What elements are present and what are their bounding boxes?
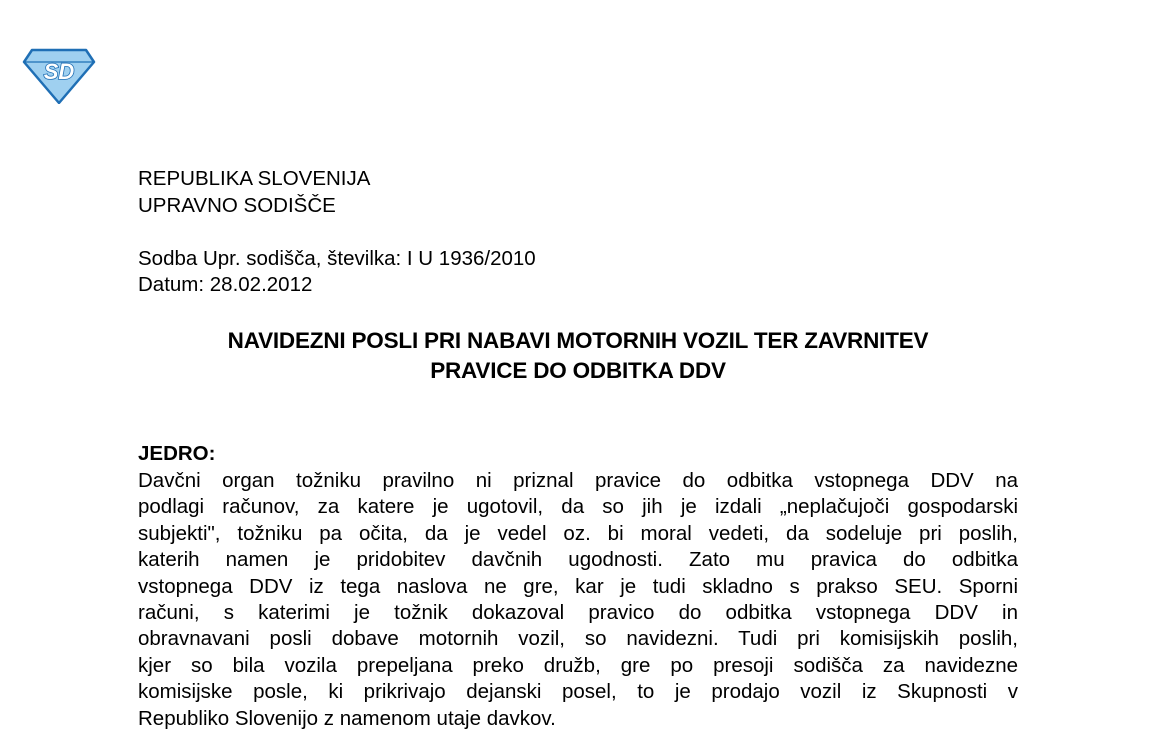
paragraph-line: kjer so bila vozila prepeljana preko družb, gre po presoji sodišča za navidezne [138,653,1018,677]
jedro-paragraph [138,468,1018,732]
header-case-number: Sodba Upr. sodišča, številka: I U 1936/2010 [138,247,536,270]
paragraph-line: Republiko Slovenijo z namenom utaje davkov. [138,706,556,730]
title-line: NAVIDEZNI POSLI PRI NABAVI MOTORNIH VOZIL TER ZAVRNITEV [227,328,929,353]
paragraph-line: komisijske posle, ki prikrivajo dejanski posel, to je prodajo vozil iz Skupnosti v [138,680,1018,704]
paragraph-line: Davčni organ tožniku pravilno ni priznal pravice do odbitka vstopnega DDV na [138,469,1018,492]
header-date: Datum: 28.02.2012 [138,273,313,296]
sd-logo-icon [22,48,96,104]
paragraph-line: podlagi računov, za katere je ugotovil, da so jih je izdali „neplačujoči gospodarski [138,495,1018,519]
header-country: REPUBLIKA SLOVENIJA [138,167,371,190]
title-line: PRAVICE DO ODBITKA DDV [430,358,726,383]
sd-logo-letters: SD [43,59,75,84]
paragraph-line: računi, s katerimi je tožnik dokazoval pravico do odbitka vstopnega DDV in [138,600,1018,624]
jedro-heading: JEDRO: [138,442,216,465]
paragraph-line: subjekti", tožniku pa očita, da je vedel oz. bi moral vedeti, da sodeluje pri poslih, [138,521,1018,545]
document-title [138,326,1018,386]
paragraph-line: obravnavani posli dobave motornih vozil, so navidezni. Tudi pri komisijskih poslih, [138,627,1018,651]
paragraph-line: vstopnega DDV iz tega naslova ne gre, kar je tudi skladno s prakso SEU. Sporni [138,574,1018,598]
header-court: UPRAVNO SODIŠČE [138,194,336,217]
paragraph-line: katerih namen je pridobitev davčnih ugodnosti. Zato mu pravica do odbitka [138,548,1018,572]
